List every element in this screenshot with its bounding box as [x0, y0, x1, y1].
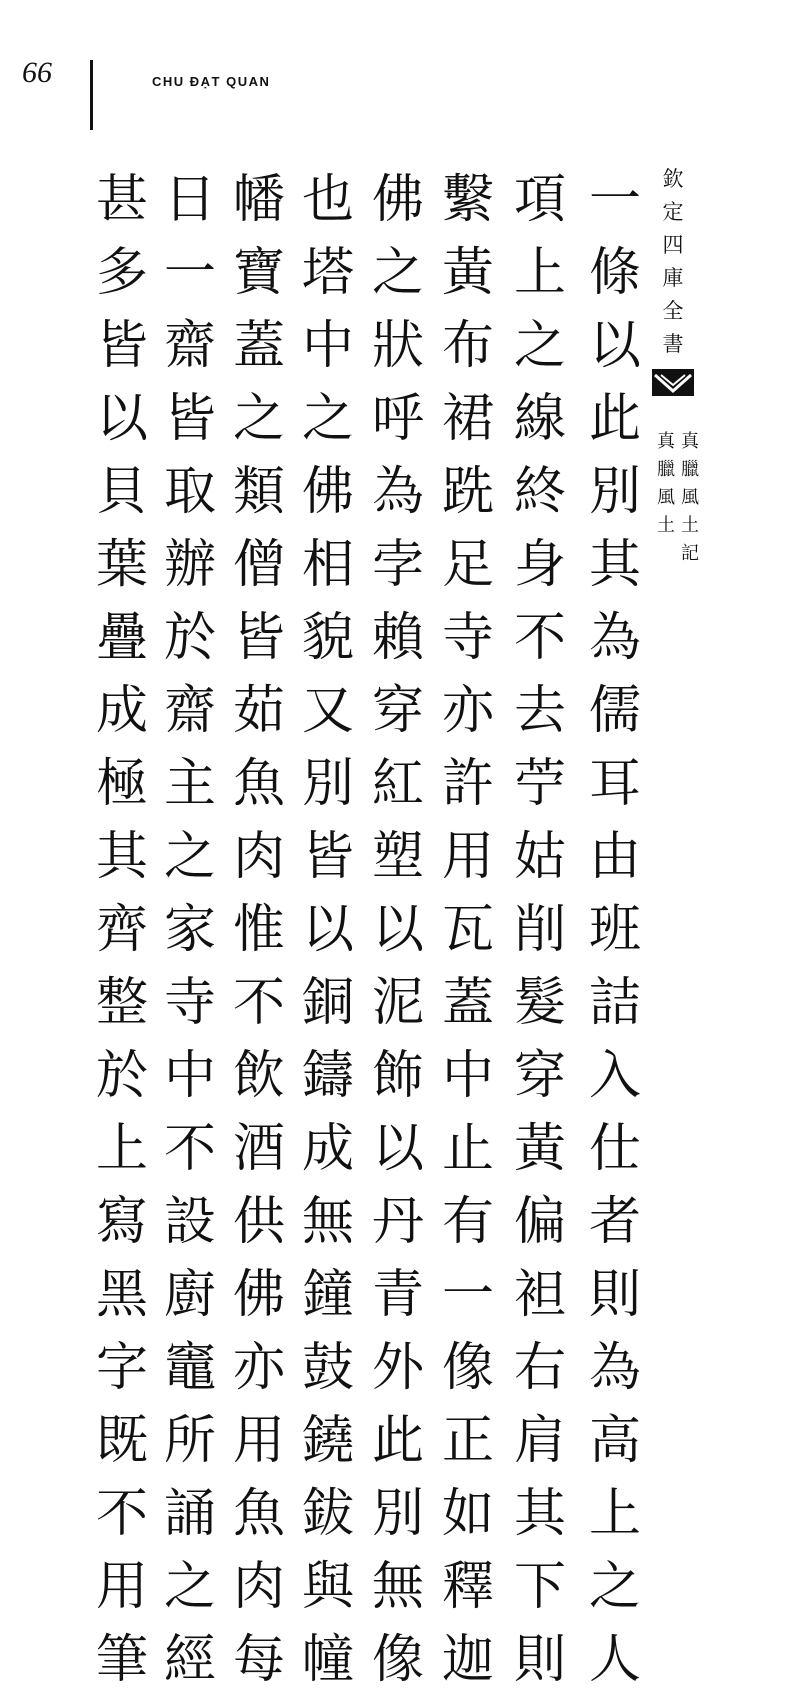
- text-char: 齊: [95, 899, 148, 960]
- marginal-char: 書: [662, 332, 684, 356]
- text-char: 類: [232, 461, 285, 522]
- text-char: 每: [232, 1629, 285, 1690]
- text-char: 肩: [513, 1410, 566, 1471]
- text-char: 偏: [513, 1191, 566, 1252]
- text-char: 中: [301, 315, 354, 376]
- text-char: 瓦: [441, 899, 494, 960]
- text-char: 以: [301, 899, 354, 960]
- text-char: 不: [232, 972, 285, 1033]
- text-char: 鐘: [301, 1264, 354, 1325]
- text-char: 皆: [95, 315, 148, 376]
- text-char: 皆: [301, 826, 354, 887]
- text-char: 為: [588, 607, 641, 668]
- text-char: 耳: [588, 753, 641, 814]
- text-char: 字: [95, 1337, 148, 1398]
- text-char: 釋: [441, 1556, 494, 1617]
- text-char: 裙: [441, 388, 494, 449]
- text-char: 詰: [588, 972, 641, 1033]
- text-char: 多: [95, 242, 148, 303]
- text-char: 相: [301, 534, 354, 595]
- text-char: 肉: [232, 1556, 285, 1617]
- subtitle-char: 真: [681, 431, 699, 452]
- text-char: 寺: [441, 607, 494, 668]
- text-char: 上: [588, 1483, 641, 1544]
- text-char: 別: [301, 753, 354, 814]
- text-char: 茹: [232, 680, 285, 741]
- text-char: 上: [95, 1118, 148, 1179]
- text-char: 主: [163, 753, 216, 814]
- text-char: 貝: [95, 461, 148, 522]
- text-char: 有: [441, 1191, 494, 1252]
- text-char: 去: [513, 680, 566, 741]
- text-char: 亦: [441, 680, 494, 741]
- text-column-7: [160, 163, 220, 1696]
- text-char: 泥: [371, 972, 424, 1033]
- text-char: 鑄: [301, 1045, 354, 1106]
- text-column-2: [510, 163, 570, 1696]
- text-char: 極: [95, 753, 148, 814]
- text-char: 仕: [588, 1118, 641, 1179]
- text-char: 所: [163, 1410, 216, 1471]
- text-char: 則: [588, 1264, 641, 1325]
- text-char: 黃: [441, 242, 494, 303]
- subtitle-column-right: [680, 428, 700, 568]
- text-char: 呼: [371, 388, 424, 449]
- text-char: 貌: [301, 607, 354, 668]
- text-char: 其: [513, 1483, 566, 1544]
- text-char: 足: [441, 534, 494, 595]
- text-char: 誦: [163, 1483, 216, 1544]
- text-char: 則: [513, 1629, 566, 1690]
- running-header-title: CHU ĐẠT QUAN: [152, 74, 271, 89]
- text-char: 別: [371, 1483, 424, 1544]
- marginal-char: 四: [662, 233, 684, 257]
- text-char: 魚: [232, 1483, 285, 1544]
- subtitle-char: 土: [681, 515, 699, 536]
- text-char: 飲: [232, 1045, 285, 1106]
- text-char: 像: [441, 1337, 494, 1398]
- text-char: 於: [95, 1045, 148, 1106]
- text-char: 整: [95, 972, 148, 1033]
- text-char: 由: [588, 826, 641, 887]
- text-char: 身: [513, 534, 566, 595]
- text-char: 黃: [513, 1118, 566, 1179]
- marginal-char: 定: [662, 200, 684, 224]
- text-char: 僧: [232, 534, 285, 595]
- text-char: 銅: [301, 972, 354, 1033]
- text-char: 幡: [232, 169, 285, 230]
- text-char: 苧: [513, 753, 566, 814]
- text-char: 賴: [371, 607, 424, 668]
- text-char: 穿: [513, 1045, 566, 1106]
- text-char: 鐃: [301, 1410, 354, 1471]
- text-char: 上: [513, 242, 566, 303]
- text-char: 甚: [95, 169, 148, 230]
- text-char: 班: [588, 899, 641, 960]
- text-char: 酒: [232, 1118, 285, 1179]
- text-char: 以: [371, 899, 424, 960]
- text-char: 幢: [301, 1629, 354, 1690]
- text-char: 不: [513, 607, 566, 668]
- text-column-1: [585, 163, 645, 1696]
- text-char: 塔: [301, 242, 354, 303]
- text-char: 寶: [232, 242, 285, 303]
- text-char: 成: [95, 680, 148, 741]
- text-char: 迦: [441, 1629, 494, 1690]
- subtitle-char: 記: [681, 543, 699, 564]
- text-char: 為: [588, 1337, 641, 1398]
- text-char: 也: [301, 169, 354, 230]
- text-char: 惟: [232, 899, 285, 960]
- text-char: 與: [301, 1556, 354, 1617]
- text-char: 之: [588, 1556, 641, 1617]
- text-char: 黑: [95, 1264, 148, 1325]
- text-char: 佛: [371, 169, 424, 230]
- marginal-subtitle: [656, 428, 700, 568]
- text-char: 別: [588, 461, 641, 522]
- text-char: 袒: [513, 1264, 566, 1325]
- text-char: 成: [301, 1118, 354, 1179]
- marginal-char: 庫: [662, 266, 684, 290]
- subtitle-char: 風: [681, 487, 699, 508]
- text-char: 布: [441, 315, 494, 376]
- text-char: 之: [163, 826, 216, 887]
- text-char: 於: [163, 607, 216, 668]
- text-char: 右: [513, 1337, 566, 1398]
- text-char: 無: [371, 1556, 424, 1617]
- text-char: 鈸: [301, 1483, 354, 1544]
- text-column-5: [298, 163, 358, 1696]
- text-char: 廚: [163, 1264, 216, 1325]
- text-char: 用: [441, 826, 494, 887]
- text-char: 一: [588, 169, 641, 230]
- text-char: 項: [513, 169, 566, 230]
- marginal-char: 全: [662, 299, 684, 323]
- text-char: 佛: [301, 461, 354, 522]
- text-char: 齋: [163, 315, 216, 376]
- text-char: 繫: [441, 169, 494, 230]
- text-char: 像: [371, 1629, 424, 1690]
- subtitle-char: 臘: [657, 459, 675, 480]
- text-char: 設: [163, 1191, 216, 1252]
- text-char: 止: [441, 1118, 494, 1179]
- text-char: 其: [95, 826, 148, 887]
- text-char: 辦: [163, 534, 216, 595]
- text-char: 者: [588, 1191, 641, 1252]
- text-char: 鼓: [301, 1337, 354, 1398]
- text-char: 亦: [232, 1337, 285, 1398]
- text-char: 中: [441, 1045, 494, 1106]
- text-char: 穿: [371, 680, 424, 741]
- text-char: 無: [301, 1191, 354, 1252]
- text-char: 又: [301, 680, 354, 741]
- text-char: 寺: [163, 972, 216, 1033]
- text-char: 飾: [371, 1045, 424, 1106]
- text-char: 取: [163, 461, 216, 522]
- page-number: 66: [22, 56, 52, 89]
- text-char: 一: [441, 1264, 494, 1325]
- text-char: 人: [588, 1629, 641, 1690]
- text-char: 儒: [588, 680, 641, 741]
- text-column-6: [229, 163, 289, 1696]
- text-char: 筆: [95, 1629, 148, 1690]
- text-char: 供: [232, 1191, 285, 1252]
- text-char: 經: [163, 1629, 216, 1690]
- text-char: 皆: [163, 388, 216, 449]
- text-char: 一: [163, 242, 216, 303]
- text-char: 之: [163, 1556, 216, 1617]
- text-column-4: [368, 163, 428, 1696]
- text-char: 青: [371, 1264, 424, 1325]
- text-char: 以: [588, 315, 641, 376]
- text-char: 塑: [371, 826, 424, 887]
- text-char: 線: [513, 388, 566, 449]
- subtitle-char: 土: [657, 515, 675, 536]
- text-char: 肉: [232, 826, 285, 887]
- text-char: 許: [441, 753, 494, 814]
- text-char: 以: [95, 388, 148, 449]
- text-char: 正: [441, 1410, 494, 1471]
- text-char: 下: [513, 1556, 566, 1617]
- text-char: 為: [371, 461, 424, 522]
- marginal-title: [658, 163, 688, 399]
- subtitle-column-left: [656, 428, 676, 568]
- text-char: 孛: [371, 534, 424, 595]
- text-char: 如: [441, 1483, 494, 1544]
- text-char: 寫: [95, 1191, 148, 1252]
- text-char: 日: [163, 169, 216, 230]
- text-char: 跣: [441, 461, 494, 522]
- text-char: 終: [513, 461, 566, 522]
- text-column-8: [92, 163, 152, 1696]
- text-char: 蓋: [441, 972, 494, 1033]
- text-char: 此: [588, 388, 641, 449]
- text-char: 葉: [95, 534, 148, 595]
- text-char: 不: [95, 1483, 148, 1544]
- text-char: 之: [371, 242, 424, 303]
- header-divider: [90, 60, 93, 130]
- text-char: 入: [588, 1045, 641, 1106]
- text-char: 之: [513, 315, 566, 376]
- text-char: 狀: [371, 315, 424, 376]
- text-char: 皆: [232, 607, 285, 668]
- text-char: 既: [95, 1410, 148, 1471]
- scroll-emblem-icon: [651, 369, 695, 399]
- text-char: 用: [95, 1556, 148, 1617]
- text-char: 條: [588, 242, 641, 303]
- text-char: 髮: [513, 972, 566, 1033]
- text-char: 蓋: [232, 315, 285, 376]
- text-char: 竈: [163, 1337, 216, 1398]
- text-char: 紅: [371, 753, 424, 814]
- subtitle-char: 臘: [681, 459, 699, 480]
- text-char: 用: [232, 1410, 285, 1471]
- text-column-3: [438, 163, 498, 1696]
- text-char: 之: [301, 388, 354, 449]
- text-char: 此: [371, 1410, 424, 1471]
- text-char: 高: [588, 1410, 641, 1471]
- text-char: 齋: [163, 680, 216, 741]
- text-char: 佛: [232, 1264, 285, 1325]
- text-char: 外: [371, 1337, 424, 1398]
- text-char: 以: [371, 1118, 424, 1179]
- text-char: 魚: [232, 753, 285, 814]
- text-char: 其: [588, 534, 641, 595]
- text-char: 丹: [371, 1191, 424, 1252]
- subtitle-char: 風: [657, 487, 675, 508]
- text-char: 不: [163, 1118, 216, 1179]
- text-char: 削: [513, 899, 566, 960]
- text-char: 姑: [513, 826, 566, 887]
- marginal-char: 欽: [662, 167, 684, 191]
- subtitle-char: 真: [657, 431, 675, 452]
- text-char: 中: [163, 1045, 216, 1106]
- text-char: 家: [163, 899, 216, 960]
- text-char: 之: [232, 388, 285, 449]
- text-char: 疊: [95, 607, 148, 668]
